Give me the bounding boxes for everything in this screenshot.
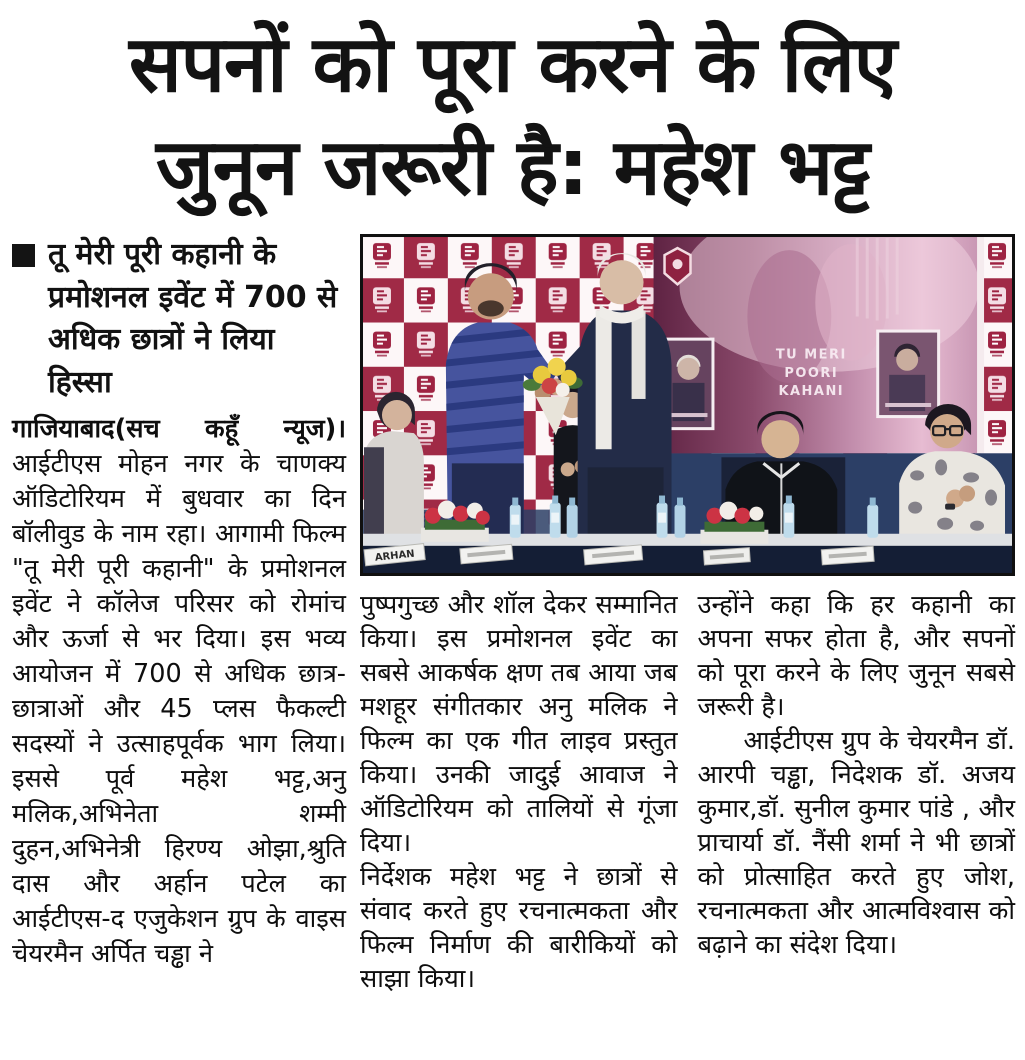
summary-text: तू मेरी पूरी कहानी के प्रमोशनल इवेंट में 700 से अधिक छात्रों ने लिया हिस्सा xyxy=(48,236,338,400)
column-middle xyxy=(360,588,678,996)
headline-line-2: जुनून जरूरी है: महेश भट्ट xyxy=(155,122,870,213)
svg-text:TU MERI: TU MERI xyxy=(775,347,847,363)
column-left xyxy=(12,234,346,996)
svg-text:KAHANI: KAHANI xyxy=(778,383,845,399)
paragraph: उन्होंने कहा कि हर कहानी का अपना सफर होता है, और सपनों को पूरा करने के लिए जुनून सबसे जरूरी है। xyxy=(697,589,1015,722)
text-columns xyxy=(360,588,1015,996)
svg-text:ARHAN: ARHAN xyxy=(374,548,416,564)
headline xyxy=(0,0,1025,220)
event-photo-illustration xyxy=(360,234,1015,576)
column-right xyxy=(698,588,1016,996)
article-body xyxy=(0,220,1025,996)
paragraph: पुष्पगुच्छ और शॉल देकर सम्मानित किया। इस प्रमोशनल इवेंट का सबसे आकर्षक क्षण तब आया जब मशहूर संगीतकार अनु मलिक ने फिल्म का एक गीत लाइव प्रस्तुत किया। उनकी जादुई आवाज ने ऑडिटोरियम को तालियों से गूंजा दिया। xyxy=(360,589,678,858)
poster-title-text xyxy=(776,348,847,399)
headline-line-1: सपनों को पूरा करने के लिए xyxy=(128,20,897,110)
poster-portrait-right xyxy=(876,329,940,418)
paragraph: निर्देशक महेश भट्ट ने छात्रों से संवाद करते हुए रचनात्मकता और फिल्म निर्माण की बारीकियों को साझा किया। xyxy=(360,861,678,994)
event-photo xyxy=(360,234,1015,576)
svg-text:POORI: POORI xyxy=(784,365,839,381)
right-zone xyxy=(360,234,1015,996)
summary-highlight xyxy=(12,234,346,404)
dateline: गाजियाबाद(सच कहूँ न्यूज)। xyxy=(12,414,346,445)
square-bullet-icon xyxy=(12,244,35,267)
paragraph: आईटीएस ग्रुप के चेयरमैन डॉ. आरपी चड्ढा, निदेशक डॉ. अजय कुमार,डॉ. सुनील कुमार पांडे , और प्राचार्या डॉ. नैंसी शर्मा ने भी छात्रों को प्रोत्साहित करते हुए जोश, रचनात्मकता और आत्मविश्वास को बढ़ाने का संदेश दिया। xyxy=(697,725,1015,960)
lead-paragraph xyxy=(12,412,346,972)
lead-paragraph-text: आईटीएस मोहन नगर के चाणक्य ऑडिटोरियम में बुधवार का दिन बॉलीवुड के नाम रहा। आगामी फिल्म "तू मेरी पूरी कहानी" के प्रमोशनल इवेंट ने कॉलेज परिसर को रोमांच और ऊर्जा से भर दिया। इस भव्य आयोजन में 700 से अधिक छात्र-छात्राओं और 45 प्लस फैकल्टी सदस्यों ने उत्साहपूर्वक भाग लिया। इससे पूर्व महेश भट्ट,अनु मलिक,अभिनेता शम्मी दुहन,अभिनेत्री हिरण्य ओझा,श्रुति दास और अर्हान पटेल का आईटीएस-द एजुकेशन ग्रुप के वाइस चेयरमैन अर्पित चड्ढा ने xyxy=(12,449,346,970)
